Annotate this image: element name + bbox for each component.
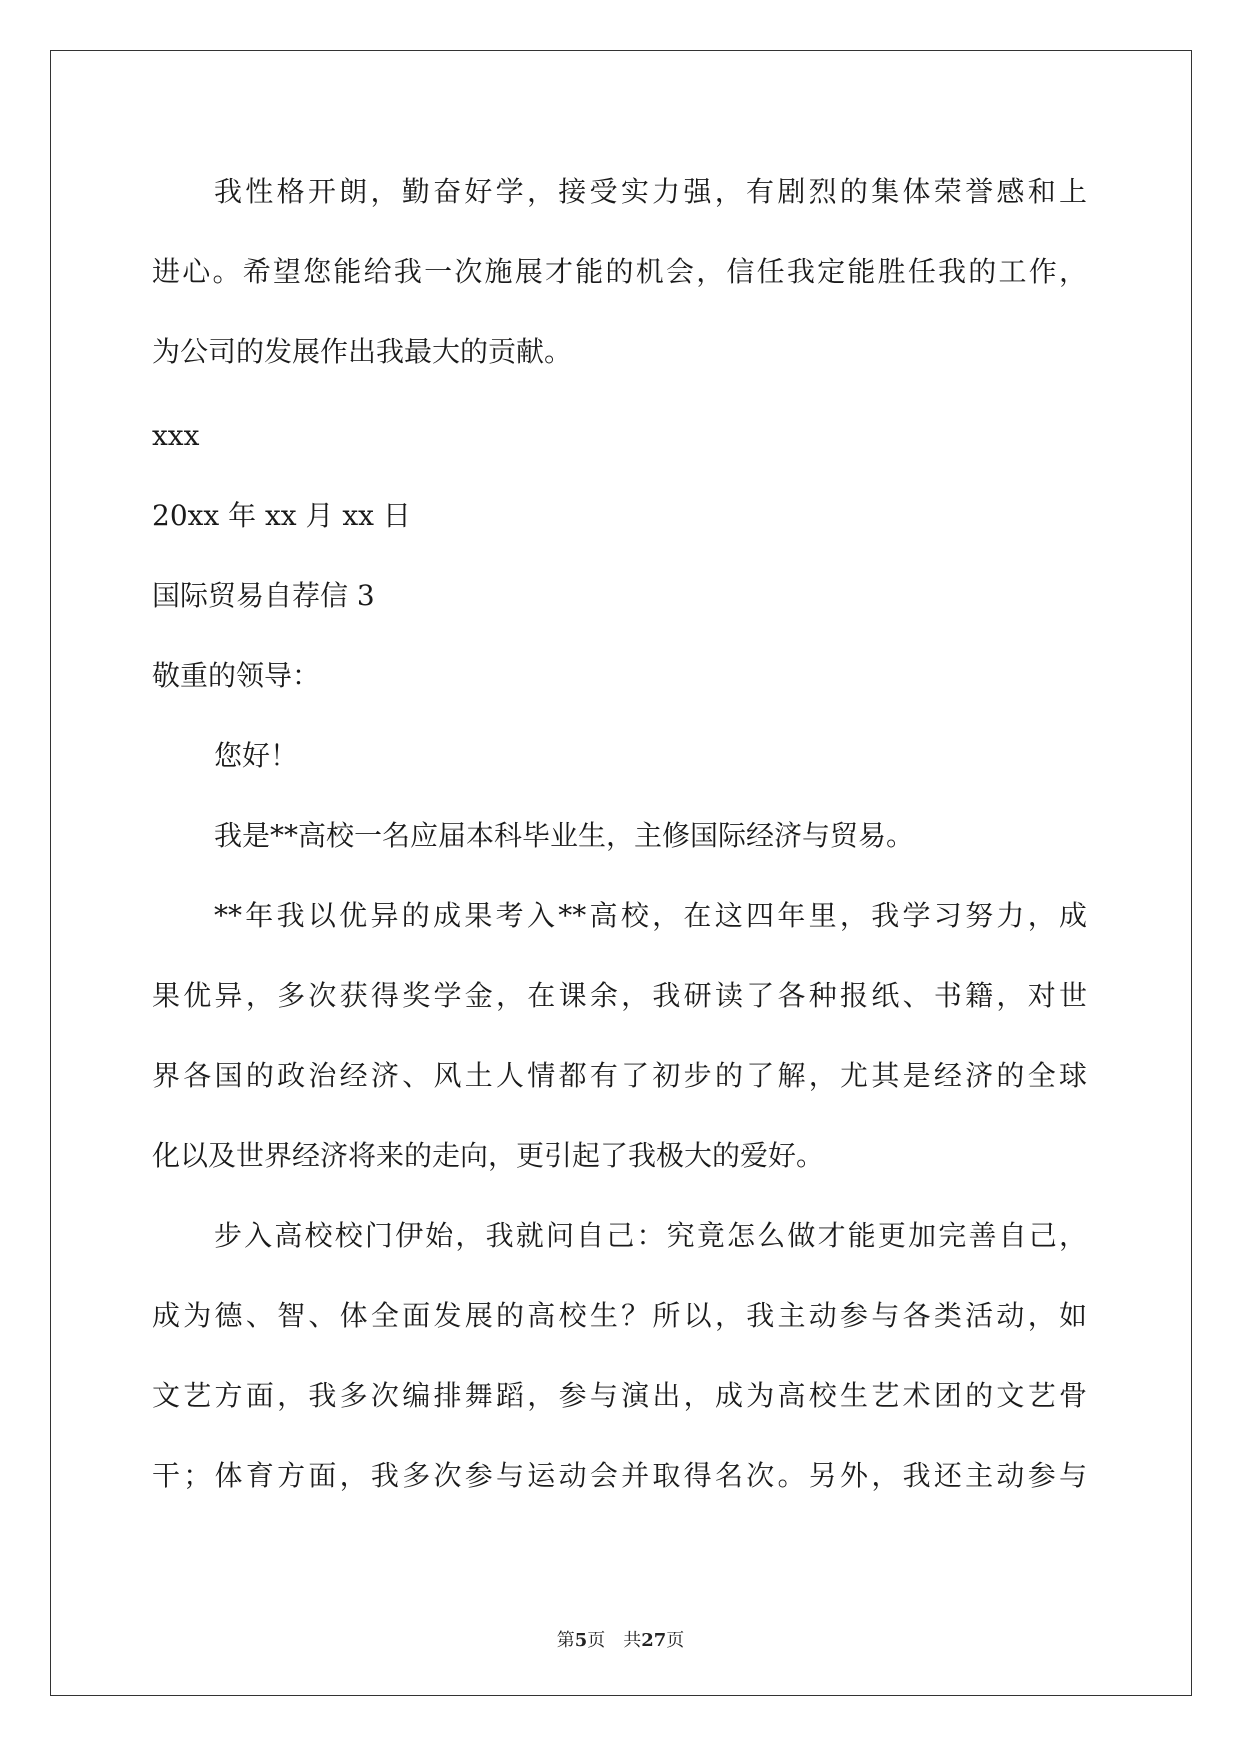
text-line-14: 步入高校校门伊始，我就问自己：究竟怎么做才能更加完善自己， — [214, 1219, 1087, 1252]
letter-date: 20xx 年 xx 月 xx 日 — [152, 499, 411, 532]
footer-total-pages: 27 — [641, 1630, 667, 1651]
text-line-13: 化以及世界经济将来的走向，更引起了我极大的爱好。 — [152, 1139, 825, 1172]
text-line-9: 我是**高校一名应届本科毕业生，主修国际经济与贸易。 — [214, 819, 915, 852]
signature-name: xxx — [152, 419, 200, 452]
page-border — [50, 50, 1192, 1696]
page-footer — [0, 1630, 1241, 1652]
text-line-17: 干；体育方面，我多次参与运动会并取得名次。另外，我还主动参与 — [152, 1459, 1087, 1492]
footer-mid: 页 共 — [587, 1630, 642, 1651]
section-title: 国际贸易自荐信 3 — [152, 579, 375, 612]
footer-prefix: 第 — [556, 1630, 575, 1651]
footer-page-number: 5 — [574, 1630, 588, 1651]
text-line-3: 为公司的发展作出我最大的贡献。 — [152, 335, 573, 368]
text-line-1: 我性格开朗，勤奋好学，接受实力强，有剧烈的集体荣誉感和上 — [214, 175, 1087, 208]
footer-suffix: 页 — [666, 1630, 685, 1651]
text-line-11: 果优异，多次获得奖学金，在课余，我研读了各种报纸、书籍，对世 — [152, 979, 1087, 1012]
salutation: 敬重的领导： — [152, 659, 321, 692]
text-line-2: 进心。希望您能给我一次施展才能的机会，信任我定能胜任我的工作， — [152, 255, 1087, 288]
text-line-15: 成为德、智、体全面发展的高校生？所以，我主动参与各类活动，如 — [152, 1299, 1087, 1332]
greeting: 您好！ — [214, 739, 299, 772]
text-line-16: 文艺方面，我多次编排舞蹈，参与演出，成为高校生艺术团的文艺骨 — [152, 1379, 1087, 1412]
text-line-12: 界各国的政治经济、风土人情都有了初步的了解，尤其是经济的全球 — [152, 1059, 1087, 1092]
text-line-10: **年我以优异的成果考入**高校，在这四年里，我学习努力，成 — [214, 899, 1087, 932]
